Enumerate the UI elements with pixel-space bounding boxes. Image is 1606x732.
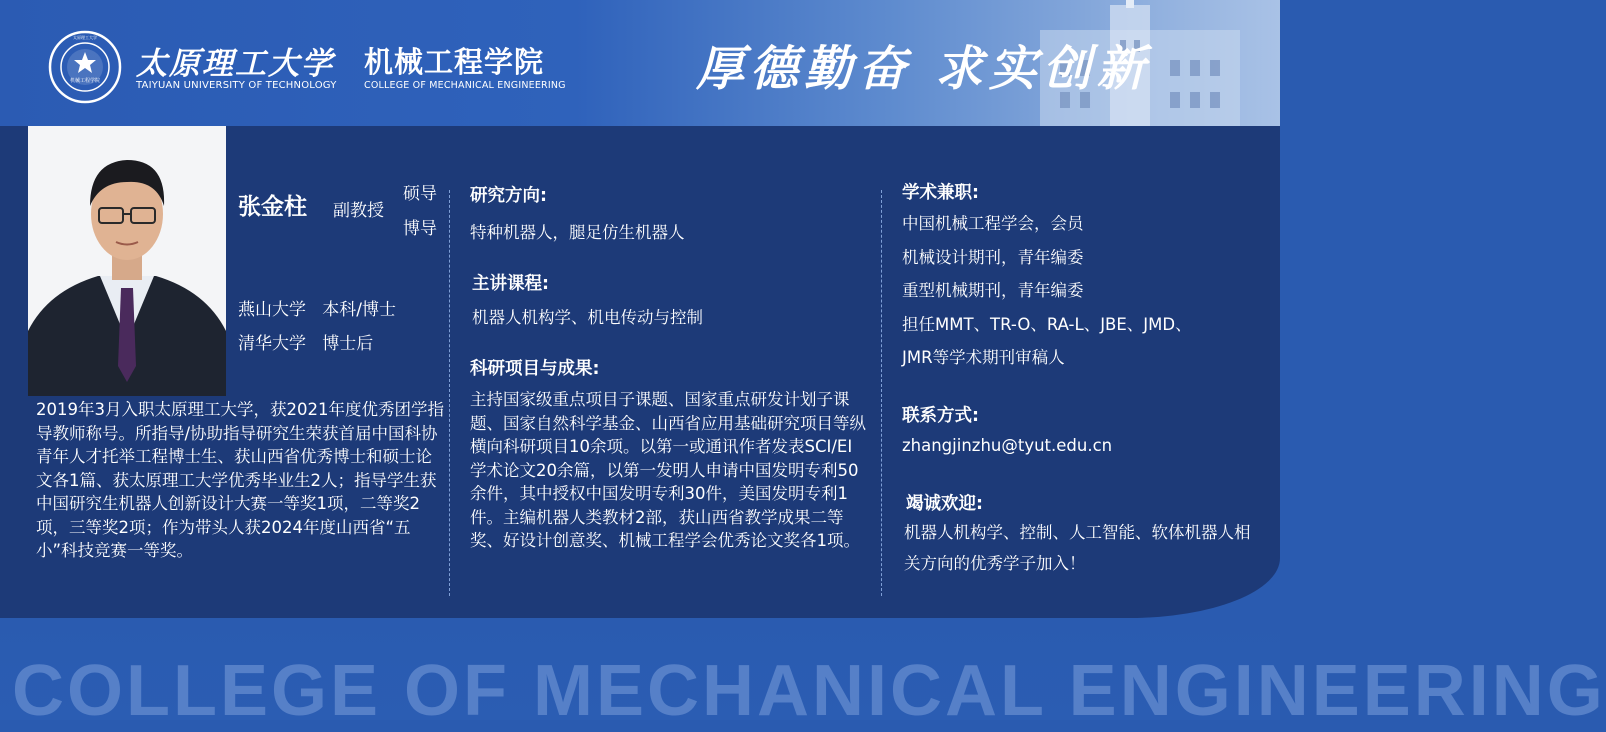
university-name-en: TAIYUAN UNIVERSITY OF TECHNOLOGY	[136, 80, 337, 91]
svg-text:太原理工大学: 太原理工大学	[73, 35, 97, 40]
academic-positions-list	[902, 207, 1262, 375]
list-item: 重型机械期刊，青年编委	[902, 281, 1084, 300]
footer-banner	[0, 618, 1606, 731]
profile-photo	[28, 126, 226, 396]
column-divider	[449, 190, 450, 596]
email-address: zhangjinzhu@tyut.edu.cn	[902, 436, 1113, 455]
portrait-image	[28, 126, 226, 396]
footer-college-name: COLLEGE OF MECHANICAL ENGINEERING	[12, 651, 1606, 731]
education-item: 清华大学 博士后	[238, 334, 374, 354]
research-direction-text: 特种机器人，腿足仿生机器人	[470, 223, 685, 242]
master-supervisor-label: 硕导	[403, 184, 437, 204]
academic-positions-heading: 学术兼职:	[902, 183, 979, 203]
projects-heading: 科研项目与成果:	[470, 359, 600, 379]
welcome-text: 机器人机构学、控制、人工智能、软体机器人相关方向的优秀学子加入！	[904, 523, 1251, 573]
svg-text:机械工程学院: 机械工程学院	[69, 78, 101, 84]
list-item: 中国机械工程学会，会员	[902, 214, 1084, 233]
biography-text: 2019年3月入职太原理工大学，获2021年度优秀团学指导教师称号。所指导/协助指导研究生荣获首届中国科协青年人才托举工程博士生、获山西省优秀博士和硕士论文各1篇、获太原理工大学优秀毕业生2人；指导学生获中国研究生机器人创新设计大赛一等奖1项，二等奖2项，三等奖2项；作为带头人获2024年度山西省“五小”科技竞赛一等奖。	[36, 400, 444, 560]
contact-heading: 联系方式:	[902, 406, 979, 426]
courses-text: 机器人机构学、机电传动与控制	[472, 308, 703, 327]
college-name-cn: 机械工程学院	[364, 45, 545, 79]
research-direction-heading: 研究方向:	[470, 186, 547, 206]
phd-supervisor-label: 博导	[403, 219, 437, 239]
university-motto: 厚德勤奋 求实创新	[696, 41, 1151, 97]
projects-text: 主持国家级重点项目子课题、国家重点研发计划子课题、国家自然科学基金、山西省应用基础研究项目等纵横向科研项目10余项。以第一或通讯作者发表SCI/EI学术论文20余篇，以第一发明人申请中国发明专利50余件，其中授权中国发明专利30件，美国发明专利1件。主编机器人类教材2部，获山西省教学成果二等奖、好设计创意奖、机械工程学会优秀论文奖各1项。	[470, 390, 866, 550]
university-name-cn: 太原理工大学	[136, 46, 334, 82]
professor-name: 张金柱	[238, 194, 307, 220]
list-item: JMR等学术期刊审稿人	[902, 348, 1065, 367]
academic-title: 副教授	[333, 201, 384, 221]
college-name-en: COLLEGE OF MECHANICAL ENGINEERING	[364, 80, 566, 91]
education-item: 燕山大学 本科/博士	[238, 300, 396, 320]
university-seal-logo	[48, 30, 122, 104]
courses-heading: 主讲课程:	[472, 274, 549, 294]
welcome-heading: 竭诚欢迎:	[906, 494, 983, 514]
list-item: 担任MMT、TR-O、RA-L、JBE、JMD、	[902, 314, 1192, 334]
header-banner	[0, 0, 1280, 126]
list-item: 机械设计期刊，青年编委	[902, 247, 1084, 267]
column-divider	[881, 190, 882, 596]
